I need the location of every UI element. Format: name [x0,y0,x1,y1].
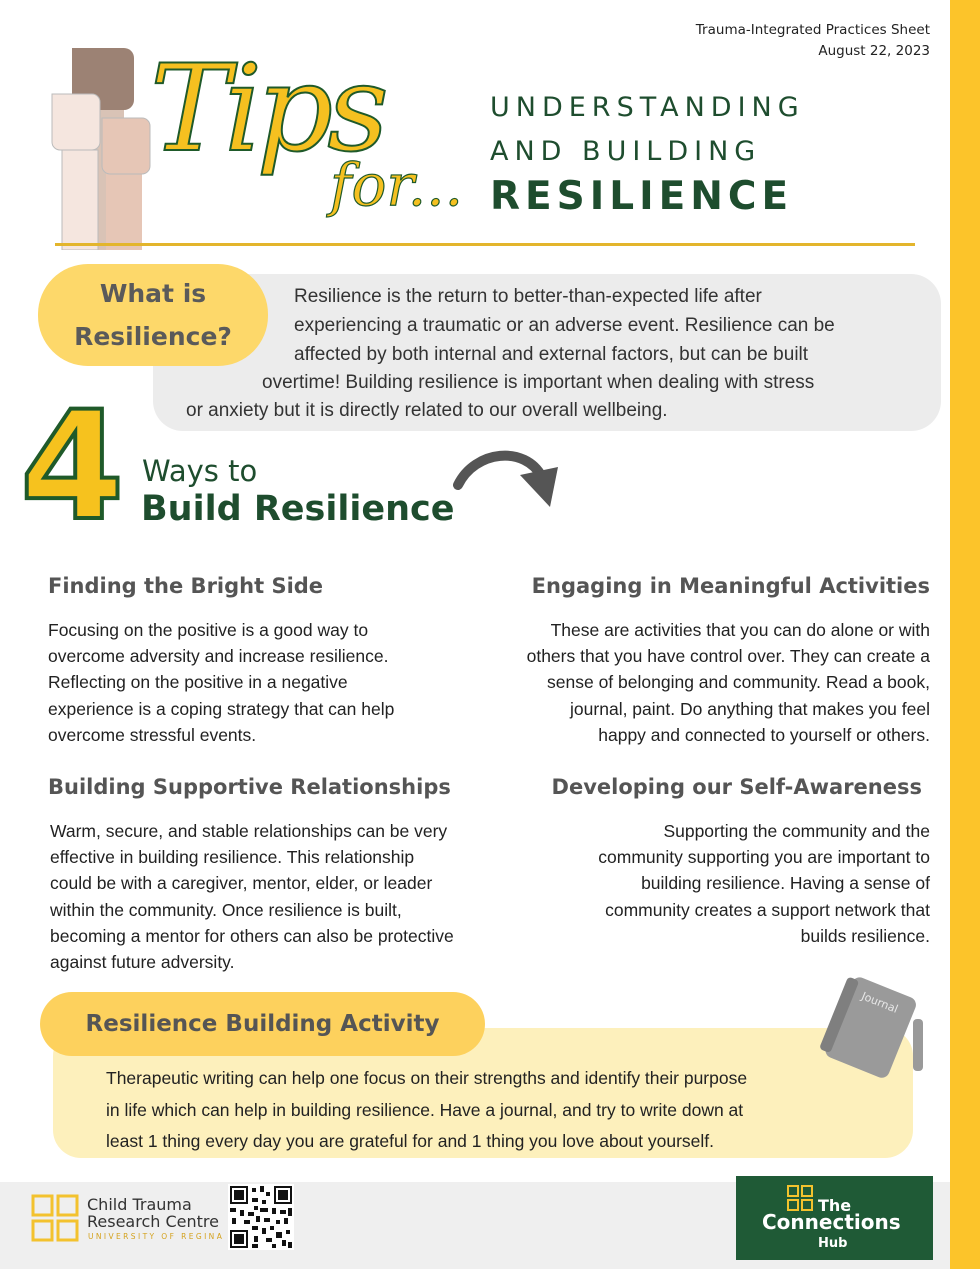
hub-the: The [818,1196,852,1215]
section-heading-self-awareness: Developing our Self-Awareness [551,775,922,799]
ctrc-logo-icon [30,1193,80,1243]
big-number-four: 4 [20,380,125,554]
journal-icon [815,975,930,1080]
section-heading-supportive-relationships: Building Supportive Relationships [48,775,451,799]
title-divider [55,243,915,246]
what-label-line-2: Resilience? [74,322,232,351]
title-line-2: AND BUILDING [490,136,762,167]
what-is-resilience-label [38,264,268,366]
activity-label-pill [40,992,485,1056]
header-meta [696,20,930,62]
hub-connections: Connections [762,1210,901,1234]
title-line-3: RESILIENCE [490,174,794,219]
title-line-1: UNDERSTANDING [490,92,805,123]
connections-hub-logo-icon [786,1184,814,1212]
sheet-date: August 22, 2023 [818,43,930,59]
what-text-line: experiencing a traumatic or an adverse event. Resilience can be [294,315,835,336]
build-resilience-heading: Build Resilience [141,489,455,529]
what-text-line: or anxiety but it is directly related to our overall wellbeing. [186,400,668,421]
svg-text:Journal: Journal [859,989,900,1016]
section-text-meaningful-activities: These are activities that you can do alone or with others that you have control over. They can create a sense of belonging and community. Read a book, journal, paint. Do anything that makes you feel happy and connected to yourself or others. [526,620,930,745]
curved-arrow-icon [450,445,565,515]
sheet-type: Trauma-Integrated Practices Sheet [695,22,930,38]
section-heading-meaningful-activities: Engaging in Meaningful Activities [531,574,930,598]
section-text-self-awareness: Supporting the community and the community supporting you are important to building resilience. Having a sense of community creates a support network that builds resilience. [598,821,930,946]
activity-text: Therapeutic writing can help one focus on their strengths and identify their purpose in life which can help in building resilience. Have a journal, and try to write down at least 1 thing every day you are grateful for and 1 thing you love about yourself. [106,1068,748,1151]
section-heading-bright-side: Finding the Bright Side [48,574,324,598]
what-text-line: Resilience is the return to better-than-expected life after [294,286,762,307]
qr-code-icon[interactable] [228,1184,294,1250]
tips-script-title: Tips [150,40,383,179]
ctrc-university: UNIVERSITY OF REGINA [88,1232,225,1241]
right-accent-bar [950,0,980,1269]
raised-fists-illustration [44,40,154,250]
what-text-line: overtime! Building resilience is important when dealing with stress [262,372,815,393]
section-text-bright-side: Focusing on the positive is a good way to overcome adversity and increase resilience. Reflecting on the positive in a negative experience is a coping strategy that can help overcome stressful events. [48,620,395,745]
hub-label: Hub [818,1236,848,1251]
ctrc-name: Child Trauma Research Centre [87,1195,219,1231]
section-text-supportive-relationships: Warm, secure, and stable relationships can be very effective in building resilience. This relationship could be with a caregiver, mentor, elder, or leader within the community. Once resilience is built, becoming a mentor for others can also be protective against future adversity. [50,821,454,973]
what-label-line-1: What is [99,279,207,308]
for-script-title: for... [330,151,464,219]
activity-label: Resilience Building Activity [85,1011,440,1037]
ways-to-label: Ways to [142,454,258,488]
what-text-line: affected by both internal and external factors, but can be built [294,344,809,365]
